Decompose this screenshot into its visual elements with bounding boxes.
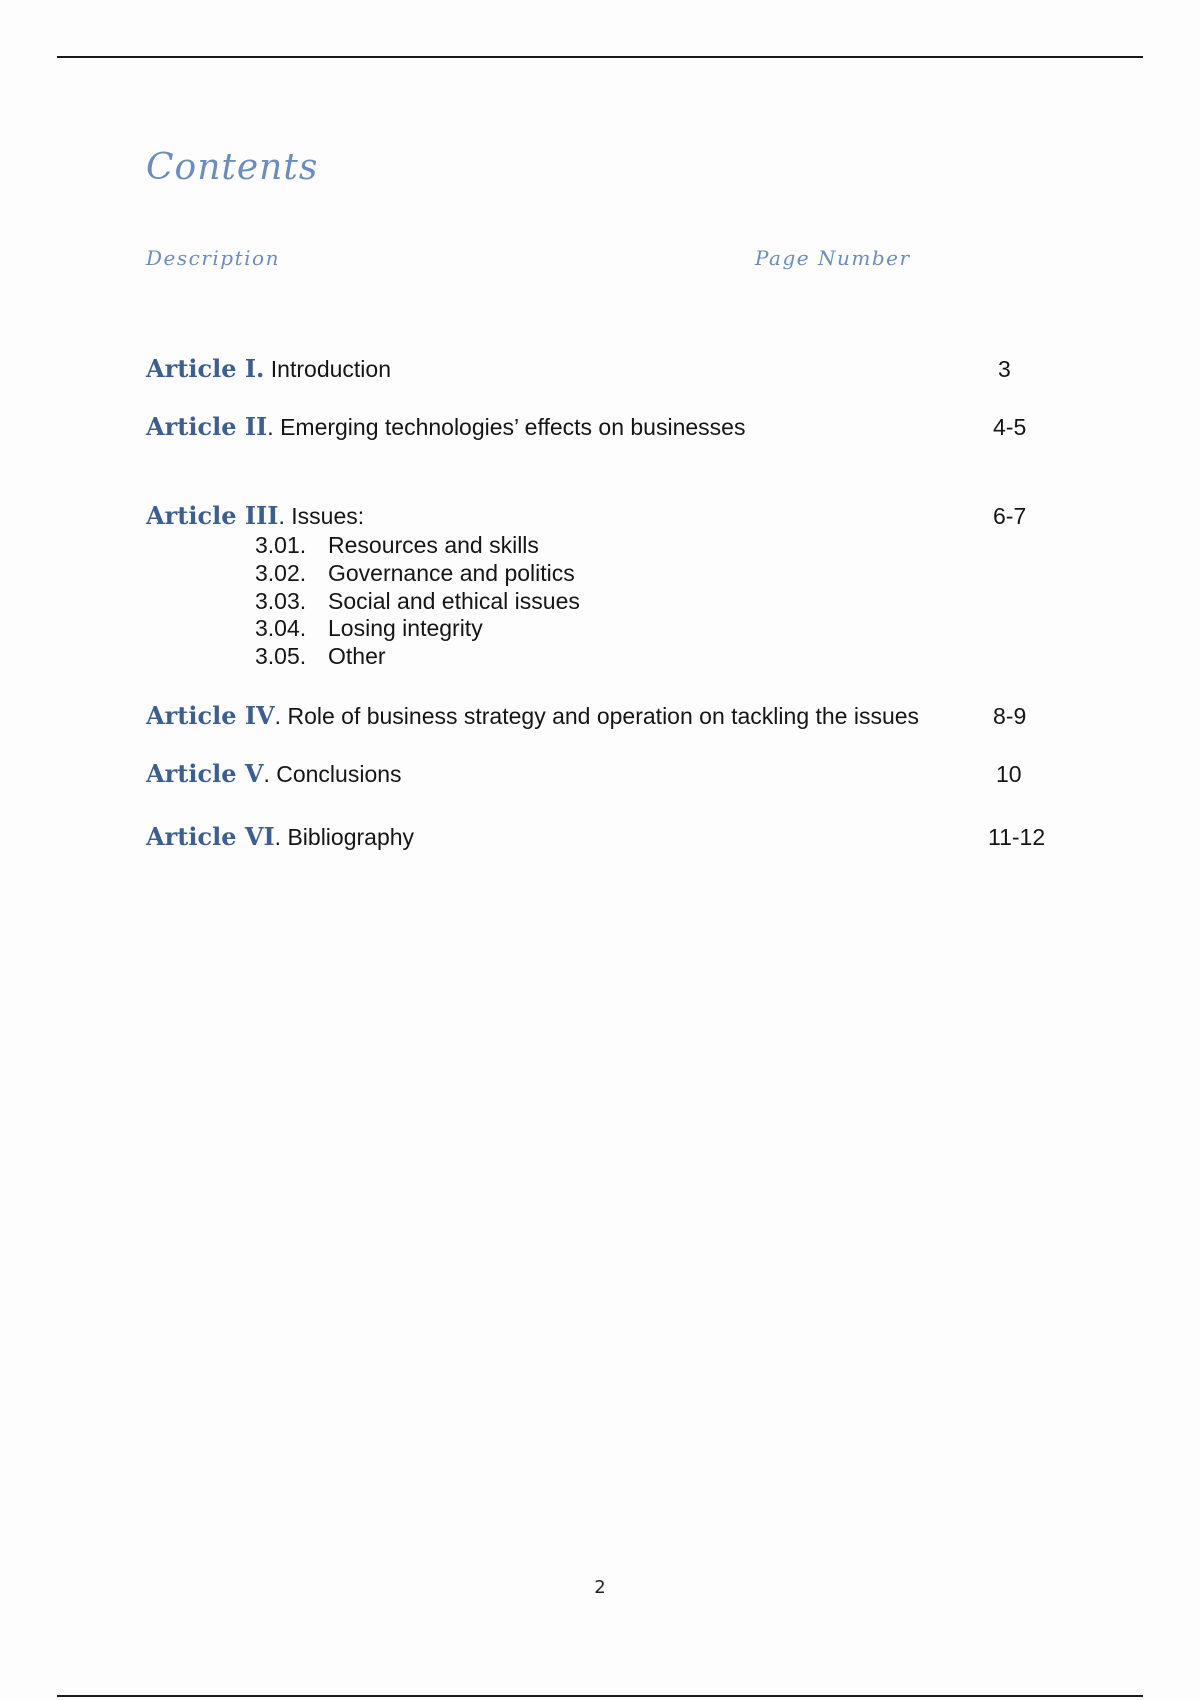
article-separator: .: [263, 761, 277, 787]
subitem-number: 3.01.: [255, 532, 307, 558]
article-label: Article VI: [146, 822, 275, 851]
subitem-title: Social and ethical issues: [328, 588, 580, 614]
toc-entry-issues: [146, 500, 364, 532]
article-label: Article II: [146, 412, 268, 441]
toc-entry-business-strategy: [146, 700, 919, 732]
page-range: 6-7: [993, 503, 1027, 529]
subitem-title: Governance and politics: [328, 560, 575, 586]
subitem-number: 3.05.: [255, 643, 307, 669]
page-range: 11-12: [988, 824, 1046, 850]
article-title: Conclusions: [276, 761, 402, 787]
page-range: 3: [998, 356, 1011, 382]
subitem-number: 3.04.: [255, 615, 307, 641]
subitem-title: Resources and skills: [328, 532, 539, 558]
header-rule: [57, 56, 1143, 58]
article-label: Article I.: [146, 354, 265, 383]
article-title: Role of business strategy and operation on tackling the issues: [287, 703, 920, 729]
toc-entry-emerging-technologies: [146, 411, 745, 443]
subitem-number: 3.03.: [255, 588, 307, 614]
article-separator: .: [267, 414, 281, 440]
article-separator: .: [274, 703, 288, 729]
article-label: Article IV: [146, 701, 275, 730]
subitem-title: Losing integrity: [328, 615, 483, 641]
subitem-number: 3.02.: [255, 560, 307, 586]
toc-entry-bibliography: [146, 821, 414, 853]
description-column-header: Description: [146, 246, 280, 270]
article-label: Article V: [146, 759, 264, 788]
article-title: Issues:: [291, 503, 365, 529]
page-number-column-header: Page Number: [755, 246, 911, 270]
article-separator: .: [278, 503, 292, 529]
article-title: Emerging technologies’ effects on businesses: [280, 414, 746, 440]
toc-title: Contents: [146, 147, 319, 188]
footer-page-number: 2: [594, 1577, 606, 1598]
page-range: 10: [996, 761, 1022, 787]
article-label: Article III: [146, 501, 279, 530]
page-range: 4-5: [993, 414, 1027, 440]
toc-entry-conclusions: [146, 758, 402, 790]
subitem-title: Other: [328, 643, 386, 669]
page-range: 8-9: [993, 703, 1027, 729]
article-title: Bibliography: [287, 824, 415, 850]
article-title: Introduction: [270, 356, 391, 382]
footer-rule: [57, 1695, 1143, 1697]
toc-entry-introduction: [146, 353, 391, 385]
article-separator: .: [274, 824, 288, 850]
